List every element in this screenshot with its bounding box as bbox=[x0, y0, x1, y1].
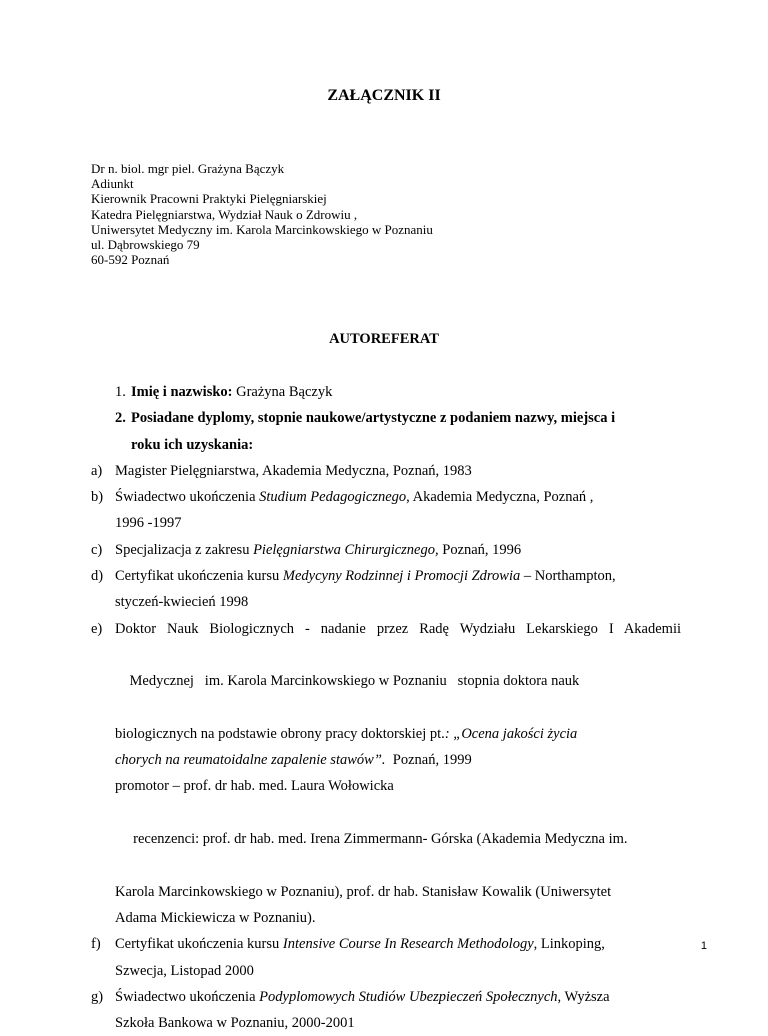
entry-letter: f) bbox=[91, 936, 101, 953]
entry-g bbox=[91, 984, 681, 1010]
entry-f-cont bbox=[91, 958, 681, 984]
item-heading-cont: roku ich uzyskania: bbox=[131, 436, 254, 453]
entry-text: Szkoła Bankowa w Poznaniu, 2000-2001 bbox=[115, 1015, 355, 1032]
entry-text: Doktor Nauk Biologicznych - nadanie przez Radę Wydziału Lekarskiego I Akademii bbox=[115, 620, 681, 637]
entry-text: , Wyższa bbox=[557, 988, 610, 1005]
entry-italic: Intensive Course In Research Methodology bbox=[282, 936, 534, 953]
entry-g-cont bbox=[91, 1010, 681, 1036]
item-heading: Posiadane dyplomy, stopnie naukowe/artystyczne z podaniem nazwy, miejsca i bbox=[131, 410, 616, 427]
author-line: ul. Dąbrowskiego 79 bbox=[91, 237, 200, 253]
entry-text: Świadectwo ukończenia bbox=[115, 489, 260, 506]
entry-text: recenzenci: prof. dr hab. med. Irena Zimmermann- Górska (Akademia Medyczna im. bbox=[129, 831, 628, 848]
entry-text: biologicznych na podstawie obrony pracy doktorskiej pt. bbox=[115, 725, 445, 742]
author-line: Uniwersytet Medyczny im. Karola Marcinkowskiego w Poznaniu bbox=[91, 221, 433, 237]
entry-text: styczeń-kwiecień 1998 bbox=[115, 594, 249, 611]
author-line: Dr n. biol. mgr piel. Grażyna Bączyk bbox=[91, 161, 285, 176]
entry-text: Medycznej im. Karola Marcinkowskiego w Poznaniu stopnia doktora nauk bbox=[129, 673, 580, 690]
author-line: Adiunkt bbox=[91, 176, 134, 192]
entry-d-cont bbox=[91, 589, 681, 615]
entry-text: Adama Mickiewicza w Poznaniu). bbox=[115, 909, 316, 926]
entry-text: , Linkoping, bbox=[533, 936, 605, 953]
entry-e-reviewers-cont bbox=[91, 879, 681, 905]
entry-e bbox=[91, 616, 681, 642]
entry-text: Magister Pielęgniarstwa, Akademia Medyczna, Poznań, 1983 bbox=[115, 462, 472, 479]
item-degrees bbox=[91, 405, 681, 431]
item-number: 1. bbox=[115, 384, 126, 400]
entry-a bbox=[91, 458, 681, 484]
entry-letter: g) bbox=[91, 988, 104, 1005]
entry-c bbox=[91, 537, 681, 563]
entry-italic: chorych na reumatoidalne zapalenie stawów”. bbox=[115, 752, 386, 769]
author-line: 60-592 Poznań bbox=[91, 252, 170, 268]
item-value: Grażyna Bączyk bbox=[232, 384, 333, 400]
author-line: Kierownik Pracowni Praktyki Pielęgniarskiej bbox=[91, 191, 327, 207]
entry-italic: Medycyny Rodzinnej i Promocji Zdrowia bbox=[282, 568, 521, 585]
entry-text: promotor – prof. dr hab. med. Laura Wołowicka bbox=[115, 778, 394, 795]
item-name bbox=[91, 379, 681, 405]
item-degrees-cont bbox=[91, 432, 681, 458]
entry-letter: b) bbox=[91, 489, 104, 506]
entry-text: – Northampton, bbox=[520, 568, 616, 585]
section-title: AUTOREFERAT bbox=[329, 331, 439, 347]
document-title: ZAŁĄCZNIK II bbox=[327, 87, 441, 104]
item-number: 2. bbox=[115, 410, 126, 427]
entry-e-line4 bbox=[91, 747, 681, 773]
entry-italic: : „Ocena jakości życia bbox=[444, 725, 578, 742]
entry-b-cont bbox=[91, 510, 681, 536]
entry-e-line2 bbox=[91, 642, 681, 721]
entry-text: Certyfikat ukończenia kursu bbox=[115, 936, 283, 953]
entry-text: Szwecja, Listopad 2000 bbox=[115, 962, 254, 979]
entry-text: Karola Marcinkowskiego w Poznaniu), prof. dr hab. Stanisław Kowalik (Uniwersytet bbox=[115, 883, 612, 900]
entry-text: , Poznań, 1996 bbox=[435, 541, 522, 558]
entry-e-line3 bbox=[91, 721, 681, 747]
entry-text: Świadectwo ukończenia bbox=[115, 988, 260, 1005]
document-body bbox=[91, 379, 681, 1036]
entry-text: 1996 -1997 bbox=[115, 515, 182, 532]
entry-letter: e) bbox=[91, 620, 103, 637]
entry-letter: a) bbox=[91, 462, 103, 479]
entry-f bbox=[91, 931, 681, 957]
item-label: Imię i nazwisko: bbox=[131, 384, 233, 400]
entry-text: Poznań, 1999 bbox=[385, 752, 472, 769]
entry-text: , Akademia Medyczna, Poznań , bbox=[406, 489, 594, 506]
entry-text: Specjalizacja z zakresu bbox=[115, 541, 254, 558]
entry-letter: d) bbox=[91, 568, 104, 585]
entry-letter: c) bbox=[91, 541, 103, 558]
entry-e-reviewers bbox=[91, 800, 681, 879]
entry-e-promotor bbox=[91, 773, 681, 799]
entry-italic: Podyplomowych Studiów Ubezpieczeń Społecznych bbox=[259, 988, 558, 1005]
page-number: 1 bbox=[700, 940, 707, 952]
entry-text: Certyfikat ukończenia kursu bbox=[115, 568, 283, 585]
author-block bbox=[91, 161, 433, 267]
entry-italic: Pielęgniarstwa Chirurgicznego bbox=[253, 541, 435, 558]
entry-e-reviewers-cont bbox=[91, 905, 681, 931]
entry-b bbox=[91, 484, 681, 510]
author-line: Katedra Pielęgniarstwa, Wydział Nauk o Zdrowiu , bbox=[91, 206, 358, 222]
entry-italic: Studium Pedagogicznego bbox=[259, 489, 407, 506]
entry-d bbox=[91, 563, 681, 589]
